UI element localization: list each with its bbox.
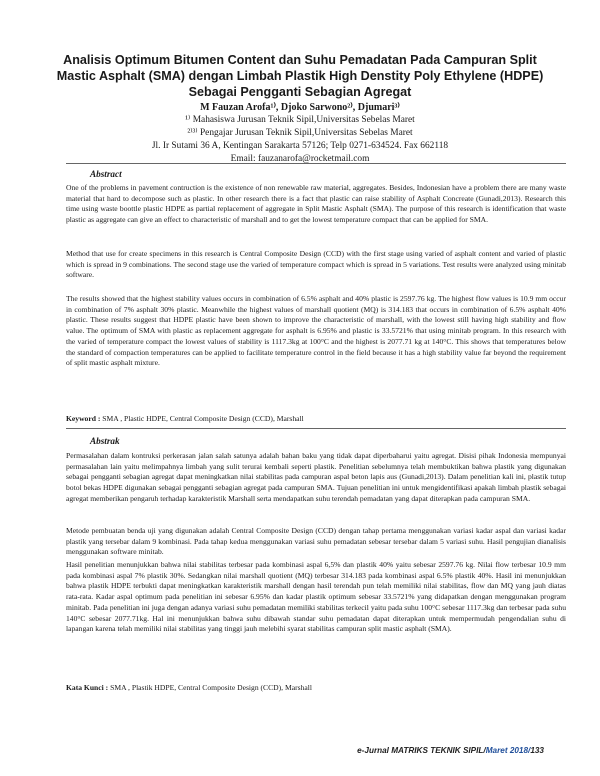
affiliation-2: ²⁾³⁾ Pengajar Jurusan Teknik Sipil,Universitas Sebelas Maret xyxy=(187,128,413,138)
paper-title: Analisis Optimum Bitumen Content dan Suhu Pemadatan Pada Campuran Split Mastic Asphalt (SMA) dengan Limbah Plastik High Denstity Poly Ethylene (HDPE) Sebagai Pengganti Sebagian Agregat xyxy=(56,53,544,99)
footer-journal: e-Jurnal MATRIKS TEKNIK SIPIL/ xyxy=(357,746,486,755)
footer-page-number: 133 xyxy=(530,746,544,755)
abstract-paragraph-1: One of the problems in pavement contruction is the existence of non renewable raw material, aggregates. Besides, Indonesian have a problem there are many waste material that hard to decompose such as plastic. In other research there is a fact that plastic can raise stability of Asphalt Concreate (Gunadi,2013). Research this time using waste boottle plastic HDPE as partial replacement of aggregate in Split Mastic Asphalt (SMA). The purpose of this research is identification that waste plastic as aggregate can give an effect to characteristic of marshall and to get the lowest temperature compact that can be applied for SMA. xyxy=(66,183,566,225)
keywords-id xyxy=(66,683,566,694)
keywords-en-label: Keyword : xyxy=(66,414,101,423)
divider-middle xyxy=(66,428,566,429)
keywords-en-text: SMA , Plastic HDPE, Central Composite Design (CCD), Marshall xyxy=(102,414,304,423)
footer-month: Maret 2018 xyxy=(485,746,529,755)
abstrak-paragraph-2: Metode pembuatan benda uji yang digunakan adalah Central Composite Design (CCD) dengan tahap pertama menggunakan variasi kadar aspal dan variasi kadar plastik yang tersebar dalam 9 kombinasi. Pada tahap kedua menggunakan variasi suhu pemadatan sebesar tersebar dalam 5 variasi suhu. Hasil pengujian dianalisis menggunakan software minitab. xyxy=(66,526,566,557)
keywords-id-text: SMA , Plastik HDPE, Central Composite Design (CCD), Marshall xyxy=(110,683,312,692)
abstract-heading: Abstract xyxy=(90,169,122,179)
keywords-id-label: Kata Kunci : xyxy=(66,683,109,692)
abstrak-heading: Abstrak xyxy=(90,436,120,446)
abstract-paragraph-2: Method that use for create specimens in this research is Central Composite Design (CCD) with the first stage using varied of asphalt content and varied of plastic which is spread in 9 combinations. The second stage use the varied of temperature compact which is spread in 5 variations. Test results were analyzed using minitab software. xyxy=(66,249,566,280)
author-names: M Fauzan Arofa¹⁾, Djoko Sarwono²⁾, Djumari³⁾ xyxy=(200,102,400,113)
footer-separator: / xyxy=(528,746,531,755)
email: Email: fauzanarofa@rocketmail.com xyxy=(230,154,370,164)
affiliation-1: ¹⁾ Mahasiswa Jurusan Teknik Sipil,Universitas Sebelas Maret xyxy=(185,115,415,125)
address: Jl. Ir Sutami 36 A, Kentingan Sarakarta 57126; Telp 0271-634524. Fax 662118 xyxy=(151,141,449,151)
author-block xyxy=(40,101,560,166)
keywords-en xyxy=(66,414,566,425)
abstract-paragraph-3: The results showed that the highest stability values occurs in combination of 6.5% asphalt and 40% plastic is 2597.76 kg. The highest flow values is 10.9 mm occur in combination of 7% asphalt 30% plastic. Meanwhile the highest values of marshall quotient (MQ) is 314.183 that occurs in combination of 6.5% asphalt 40% plastic. These results suggest that HDPE plastic have been shown to improve the characteristic of marshall, with the lowest still having high stability and flow value. The optimum of SMA with plastic as replacement aggregate for asphalt is 6.95% and plastic is 33.5721% that using minitab program. In this research with the varied of temperature compact the lowest values of stability is 1117.3kg at 100°C and the highest is 2077.71 kg at 140°C. This shows that temperatures below the standard of compaction temperatures can be applied to facilitate temperature control in the field because it has a high stability value far beyond the requirement of split mastic asphalt mixture. xyxy=(66,294,566,368)
abstrak-paragraph-3: Hasil penelitian menunjukkan bahwa nilai stabilitas terbesar pada kombinasi aspal 6,5% dan plastik 40% yaitu sebesar 2597.76 kg. Nilai flow terbesar 10.9 mm pada kombinasi aspal 7% plastik 30%. Sedangkan nilai marshall quotient (MQ) terbesar 314.183 pada kombinasi aspal 6.5% plastik 40%. Hasil ini menunjukkan bahwa plastik HDPE terbukti dapat meningkatkan karakteristik marshall dengan hasil terendah pun telah memiliki nilai stabilitas, flow dan MQ yang jauh diatas rata-rata. Kadar aspal optimum pada penelitian ini sebesar 6.95% dan kadar plastik optimum sebesar 33.5721% yang didapatkan dengan menggunakan program minitab. Pada penelitian ini juga dengan adanya variasi suhu pemadatan memiliki stabilitas terkecil yaitu pada suhu 100°C sebesar 1117.3kg dan terbesar pada suhu 140°C sebesar 2077.71kg. Hal ini menunjukkan bahwa suhu dibawah standar suhu pemadatan dapat diterapkan untuk mempermudah pengendalian suhu di lapangan karena telah memiliki nilai stabilitas yang tinggi jauh melebihi syarat stabilitas campuran split mastic asphalt (SMA). xyxy=(66,560,566,634)
divider-top xyxy=(66,163,566,164)
page-footer xyxy=(357,746,544,755)
abstrak-paragraph-1: Permasalahan dalam kontruksi perkerasan jalan salah satunya adalah bahan baku yang tidak dapat diperbaharui yaitu agregat. Disisi pihak Indonesia mempunyai permasalahan lain yaitu melimpahnya limbah yang sulit terurai kembali seperti plastik. Penelitian sebelumnya telah membuktikan bahwa plastik yang digunakan sebagai pengganti sebagian agregat dapat meningkatkan nilai stabilitas pada campuran aspal beton lapis aus (Gunadi,2013). Dalam penelitian kali ini, plastik tutup botol bekas HDPE digunakan sebagai pengganti sebagian agregat pada campuran SMA. Tujuan penelitian ini untuk mengidentifikasi apakah limbah plastik sebagai agregat memberikan pengaruh terhadap karakteristik Marshall serta mendapatkan suhu terendah pemadatan yang dapat diterapkan pada campuran SMA. xyxy=(66,451,566,503)
